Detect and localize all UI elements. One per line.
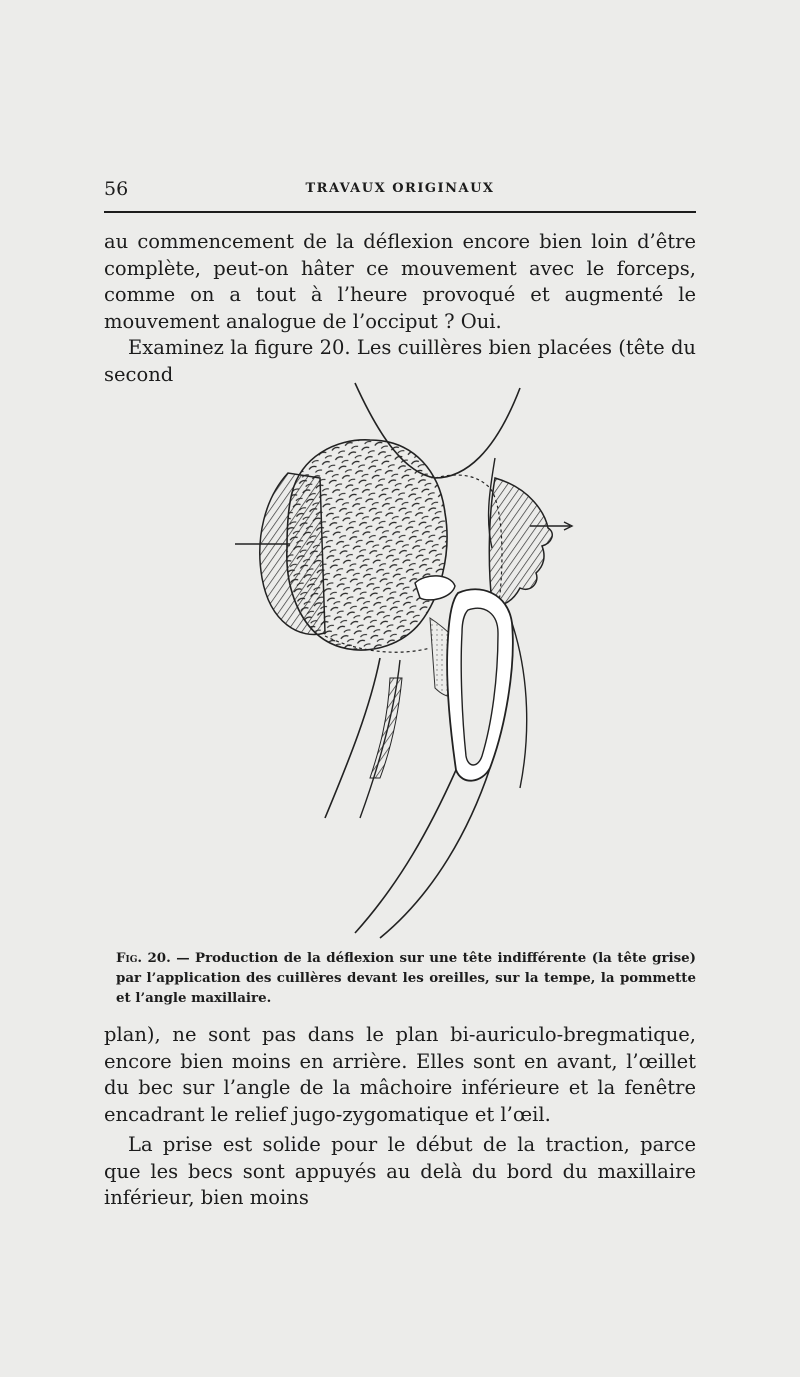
paragraph: La prise est solide pour le début de la traction, parce que les becs sont appuyés au delà du bord du maxillaire inférieur, bien moins (104, 1133, 696, 1209)
running-title: TRAVAUX ORIGINAUX (305, 181, 495, 196)
forceps-illustration (230, 378, 590, 943)
figure-caption (116, 948, 696, 1008)
body-text-top (104, 229, 696, 388)
page-number: 56 (104, 178, 129, 200)
figure-label: Fig. 20. (116, 950, 171, 966)
caption-text: — Production de la déflexion sur une tête indifférente (la tête grise) par l’application des cuillères devant les oreilles, sur la tempe, la pommette et l’angle maxillaire. (116, 950, 696, 1006)
paragraph: au commencement de la déflexion encore bien loin d’être complète, peut-on hâter ce mouvement avec le forceps, comme on a tout à l’heure provoqué et augmenté le mouvement analogue de l’occiput ? Oui. (104, 230, 696, 333)
page-header (104, 178, 696, 200)
paragraph: Examinez la figure 20. Les cuillères bien placées (tête du second (104, 336, 696, 386)
header-rule (104, 211, 696, 213)
paragraph: plan), ne sont pas dans le plan bi-auriculo-bregmatique, encore bien moins en arrière. Elles sont en avant, l’œillet du bec sur l’angle de la mâchoire inférieure et la fenêtre encadrant le relief jugo-zygomatique et l’œil. (104, 1023, 696, 1126)
body-text-bottom (104, 1022, 696, 1212)
